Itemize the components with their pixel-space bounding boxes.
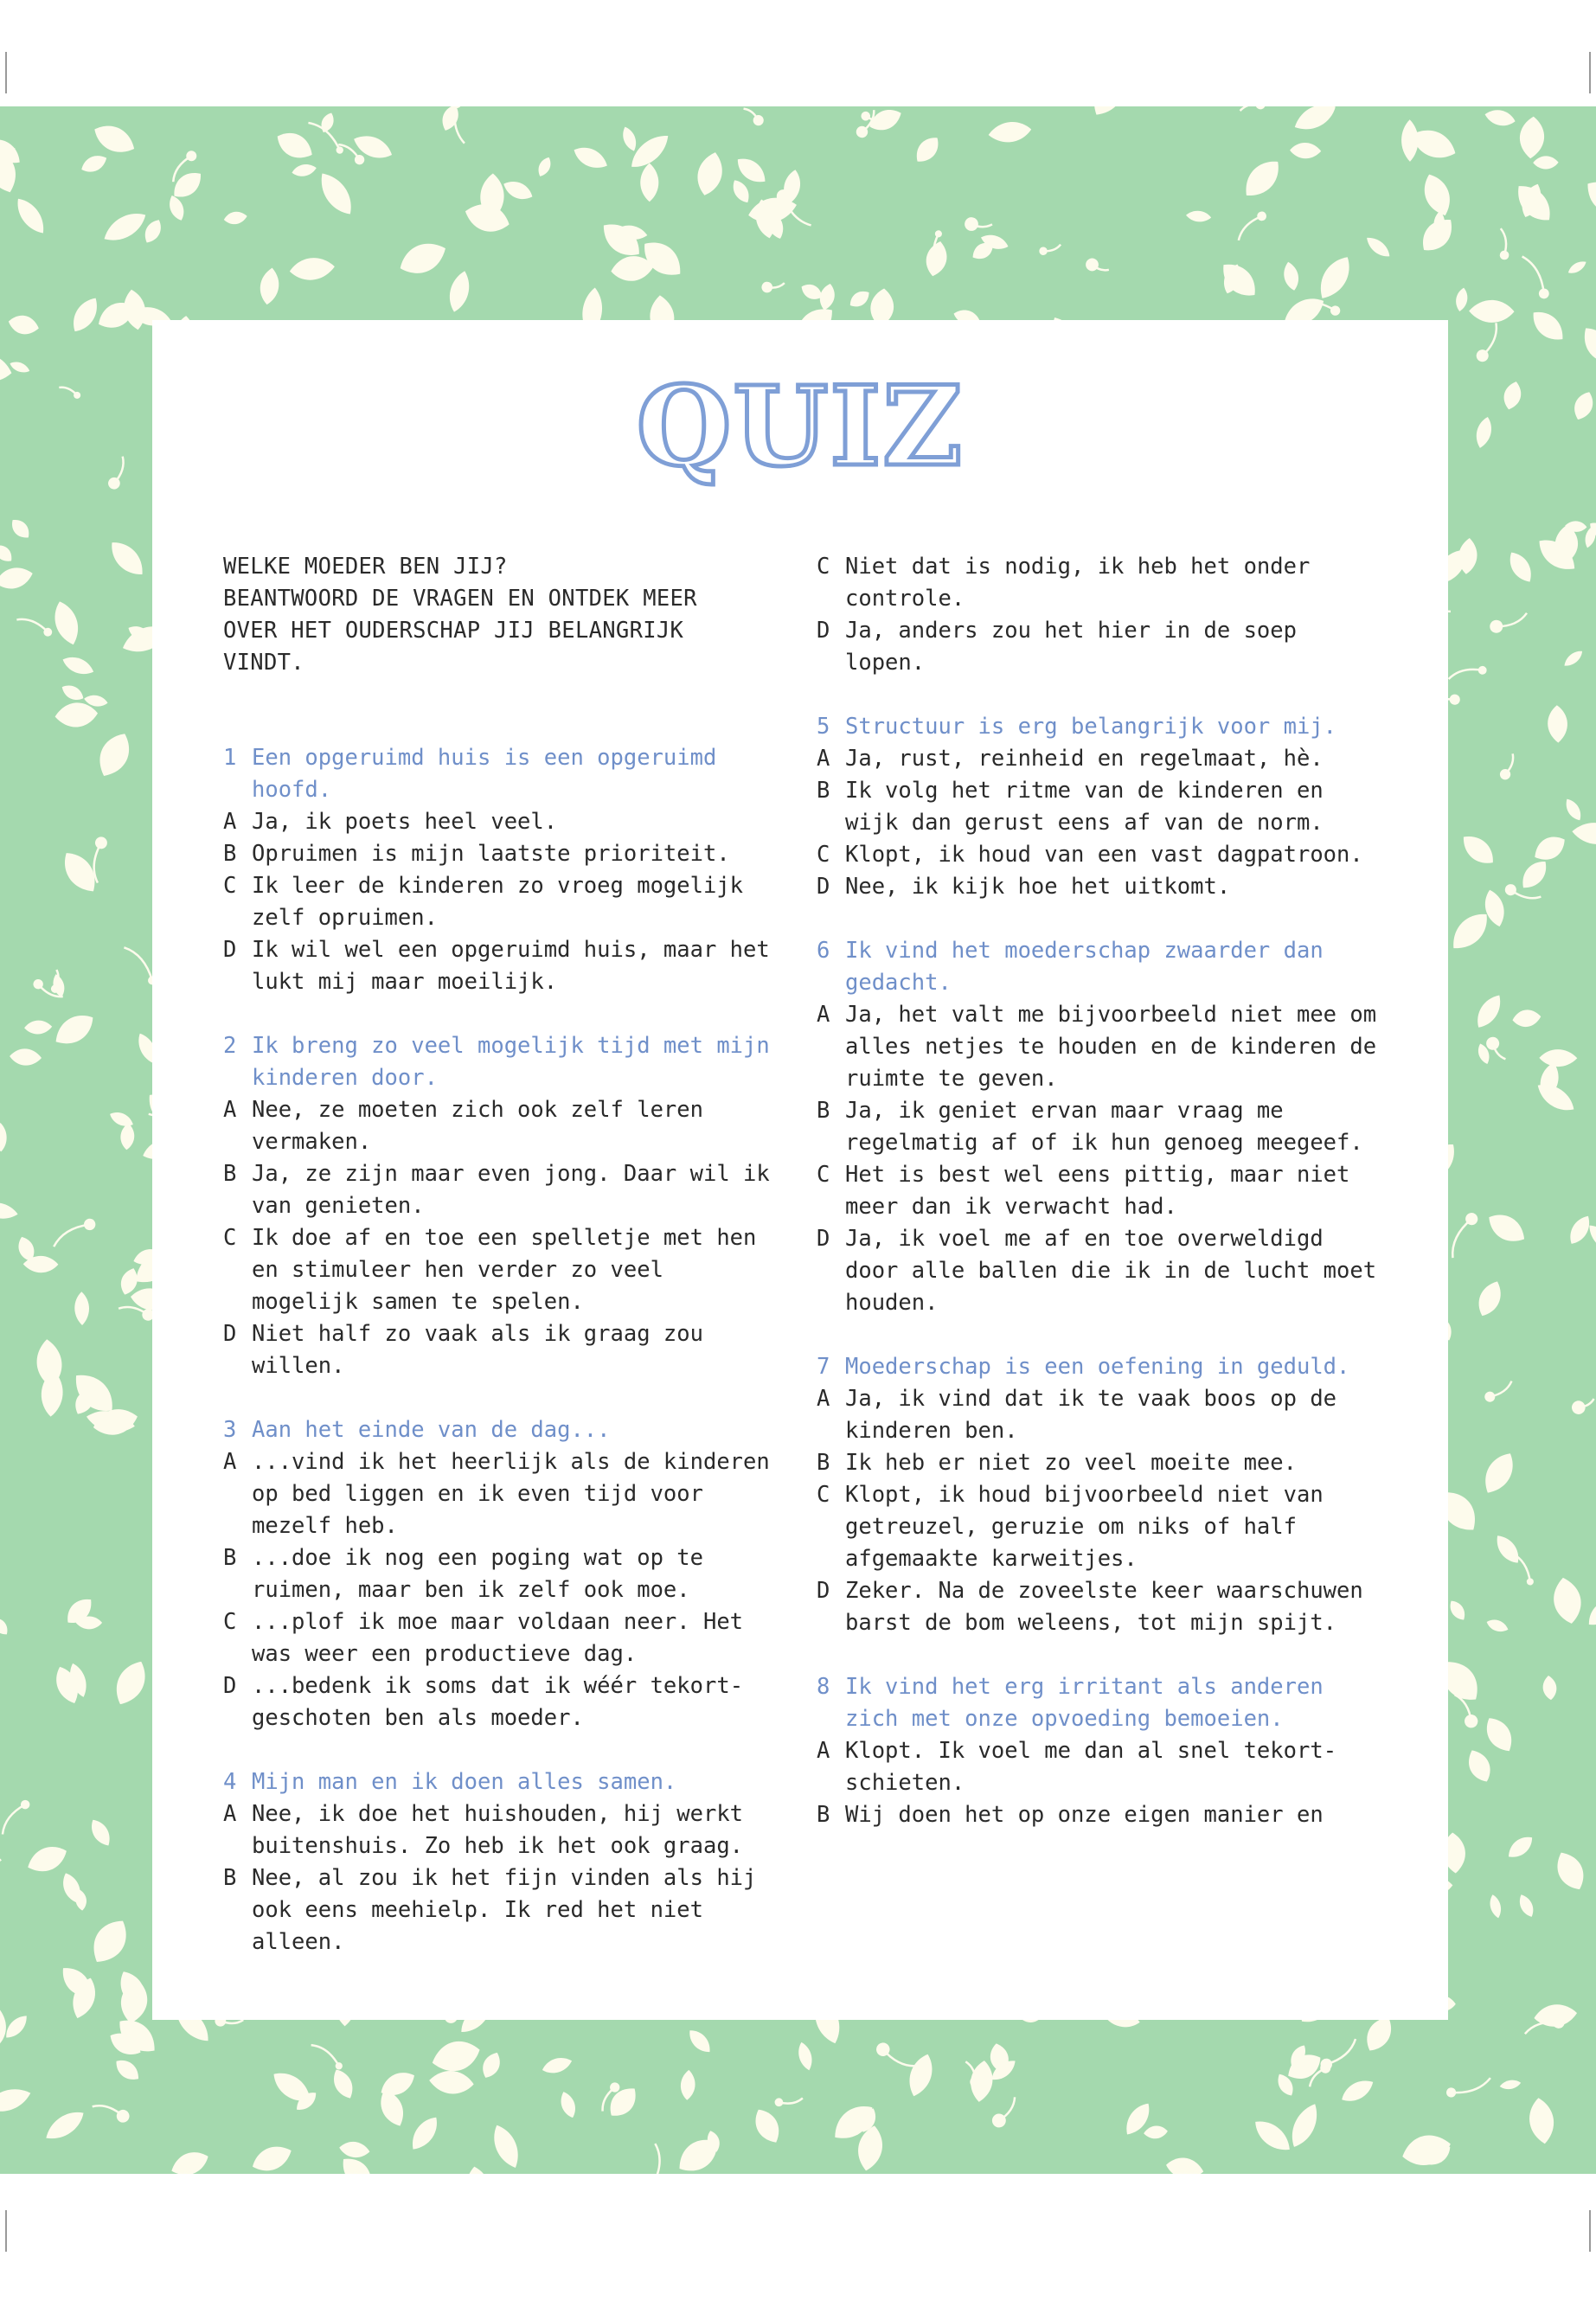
answer-option <box>223 1542 777 1606</box>
answer-letter: C <box>223 873 237 899</box>
answer-letter: A <box>817 1002 830 1028</box>
answer-letter: A <box>223 1801 237 1827</box>
right-questions <box>817 711 1379 1831</box>
question-text: Structuur is erg belangrijk voor mij. <box>845 714 1337 740</box>
answer-text: ...doe ik nog een poging wat op te ruimen, maar ben ik zelf ook moe. <box>252 1545 703 1603</box>
answer-option <box>817 839 1379 871</box>
continued-options <box>817 551 1379 679</box>
answer-option <box>223 934 777 998</box>
answer-option <box>817 1383 1379 1447</box>
answer-text: Nee, ik doe het huishouden, hij werkt buitenshuis. Zo heb ik het ook graag. <box>252 1801 744 1859</box>
question-number: 2 <box>223 1033 237 1059</box>
question-block <box>223 1766 777 1958</box>
answer-text: Klopt. Ik voel me dan al snel tekortschieten. <box>845 1738 1337 1796</box>
answer-letter: D <box>223 937 237 963</box>
question-text: Ik vind het moederschap zwaarder dan gedacht. <box>845 938 1324 996</box>
answer-letter: B <box>817 1450 830 1476</box>
answer-text: Niet dat is nodig, ik heb het onder controle. <box>845 554 1311 612</box>
answer-letter: D <box>817 1226 830 1252</box>
answer-text: Wij doen het op onze eigen manier en <box>845 1802 1324 1828</box>
answer-letter: D <box>223 1321 237 1347</box>
answer-letter: B <box>223 1865 237 1891</box>
question-text: Ik vind het erg irritant als anderen zich met onze opvoeding bemoeien. <box>845 1674 1324 1732</box>
answer-option <box>817 615 1379 679</box>
answer-option <box>817 1575 1379 1639</box>
question-text: Moederschap is een oefening in geduld. <box>845 1354 1350 1380</box>
answer-letter: A <box>223 809 237 835</box>
quiz-intro: WELKE MOEDER BEN JIJ? BEANTWOORD DE VRAGEN EN ONTDEK MEER OVER HET OUDERSCHAP JIJ BELANGRIJK VINDT. <box>223 554 697 676</box>
answer-text: Ja, ik geniet ervan maar vraag me regelmatig af of ik hun genoeg meegeef. <box>845 1098 1363 1156</box>
answer-option <box>223 838 777 870</box>
answer-option <box>817 743 1379 775</box>
answer-option <box>223 1318 777 1382</box>
right-column <box>817 551 1379 1863</box>
answer-letter: B <box>223 1161 237 1187</box>
answer-option <box>817 871 1379 903</box>
answer-text: Nee, al zou ik het fijn vinden als hij ook eens meehielp. Ik red het niet alleen. <box>252 1865 757 1955</box>
answer-letter: B <box>223 1545 237 1571</box>
answer-option <box>223 1798 777 1862</box>
answer-text: Nee, ze moeten zich ook zelf leren vermaken. <box>252 1097 703 1155</box>
answer-option <box>223 1862 777 1958</box>
answer-letter: D <box>817 1578 830 1604</box>
answer-option <box>817 999 1379 1095</box>
left-column <box>223 551 777 1990</box>
question-number: 1 <box>223 745 237 771</box>
answer-letter: A <box>817 746 830 772</box>
answer-letter: B <box>817 778 830 804</box>
answer-text: Ja, ik vind dat ik te vaak boos op de kinderen ben. <box>845 1386 1337 1444</box>
answer-option <box>223 1222 777 1318</box>
question-block <box>817 1671 1379 1831</box>
answer-text: ...vind ik het heerlijk als de kinderen op bed liggen en ik even tijd voor mezelf heb. <box>252 1449 770 1539</box>
question-heading <box>223 1030 777 1094</box>
question-text: Aan het einde van de dag... <box>252 1417 611 1443</box>
question-block <box>817 935 1379 1319</box>
answer-letter: A <box>223 1449 237 1475</box>
answer-letter: D <box>223 1673 237 1699</box>
answer-text: Het is best wel eens pittig, maar niet meer dan ik verwacht had. <box>845 1162 1350 1220</box>
answer-option <box>223 870 777 934</box>
answer-letter: D <box>817 874 830 900</box>
answer-letter: A <box>223 1097 237 1123</box>
answer-text: Ja, ik voel me af en toe overweldigd door alle ballen die ik in de lucht moet houden. <box>845 1226 1377 1316</box>
question-number: 5 <box>817 714 830 740</box>
answer-option <box>223 1446 777 1542</box>
answer-text: Opruimen is mijn laatste prioriteit. <box>252 841 730 867</box>
page-title: QUIZ <box>636 362 965 490</box>
answer-option <box>223 806 777 838</box>
answer-text: ...bedenk ik soms dat ik wéér tekortgeschoten ben als moeder. <box>252 1673 744 1731</box>
question-heading <box>223 1766 777 1798</box>
answer-option <box>223 1094 777 1158</box>
question-heading <box>817 711 1379 743</box>
question-number: 3 <box>223 1417 237 1443</box>
answer-option <box>817 1735 1379 1799</box>
answer-letter: B <box>817 1802 830 1828</box>
answer-letter: D <box>817 618 830 644</box>
answer-option <box>223 1158 777 1222</box>
answer-text: Ik leer de kinderen zo vroeg mogelijk zelf opruimen. <box>252 873 744 931</box>
answer-letter: C <box>817 842 830 868</box>
answer-text: Klopt, ik houd bijvoorbeeld niet van getreuzel, geruzie om niks of half afgemaakte karweitjes. <box>845 1482 1324 1572</box>
question-heading <box>223 742 777 806</box>
crop-mark-top-right <box>1589 52 1591 93</box>
answer-letter: C <box>223 1225 237 1251</box>
question-block <box>817 711 1379 903</box>
answer-option <box>223 1606 777 1670</box>
question-block <box>223 742 777 998</box>
answer-option <box>817 1799 1379 1831</box>
answer-text: Ik volg het ritme van de kinderen en wijk dan gerust eens af van de norm. <box>845 778 1324 836</box>
answer-option <box>223 1670 777 1734</box>
answer-letter: B <box>817 1098 830 1124</box>
answer-text: Ja, rust, reinheid en regelmaat, hè. <box>845 746 1324 772</box>
answer-text: Nee, ik kijk hoe het uitkomt. <box>845 874 1231 900</box>
answer-option <box>817 551 1379 615</box>
answer-text: Ja, ik poets heel veel. <box>252 809 558 835</box>
question-number: 8 <box>817 1674 830 1700</box>
question-number: 7 <box>817 1354 830 1380</box>
crop-mark-bottom-right <box>1589 2210 1591 2252</box>
question-heading <box>817 1671 1379 1735</box>
answer-text: Niet half zo vaak als ik graag zou willen. <box>252 1321 703 1379</box>
question-number: 4 <box>223 1769 237 1795</box>
answer-option <box>817 1479 1379 1575</box>
answer-text: Ik heb er niet zo veel moeite mee. <box>845 1450 1297 1476</box>
crop-mark-top-left <box>5 52 7 93</box>
answer-option <box>817 1095 1379 1159</box>
left-questions <box>223 742 777 1958</box>
question-number: 6 <box>817 938 830 964</box>
answer-text: Ja, anders zou het hier in de soep lopen. <box>845 618 1297 676</box>
question-heading <box>817 935 1379 999</box>
answer-letter: C <box>817 1162 830 1188</box>
answer-letter: C <box>223 1609 237 1635</box>
question-block <box>223 1414 777 1734</box>
question-block <box>223 1030 777 1382</box>
answer-text: ...plof ik moe maar voldaan neer. Het was weer een productieve dag. <box>252 1609 744 1667</box>
question-text: Ik breng zo veel mogelijk tijd met mijn kinderen door. <box>252 1033 770 1091</box>
answer-option <box>817 1223 1379 1319</box>
question-text: Mijn man en ik doen alles samen. <box>252 1769 677 1795</box>
answer-option <box>817 775 1379 839</box>
answer-text: Klopt, ik houd van een vast dagpatroon. <box>845 842 1363 868</box>
answer-text: Ja, ze zijn maar even jong. Daar wil ik van genieten. <box>252 1161 770 1219</box>
answer-option <box>817 1447 1379 1479</box>
answer-letter: C <box>817 554 830 580</box>
answer-text: Ja, het valt me bijvoorbeeld niet mee om alles netjes te houden en de kinderen de ruimte te geven. <box>845 1002 1377 1092</box>
answer-letter: B <box>223 841 237 867</box>
answer-letter: C <box>817 1482 830 1508</box>
answer-letter: A <box>817 1738 830 1764</box>
question-block <box>817 1351 1379 1639</box>
quiz-panel <box>152 320 1448 2020</box>
question-text: Een opgeruimd huis is een opgeruimd hoofd. <box>252 745 717 803</box>
question-heading <box>817 1351 1379 1383</box>
answer-text: Ik doe af en toe een spelletje met hen en stimuleer hen verder zo veel mogelijk samen te spelen. <box>252 1225 757 1315</box>
answer-letter: A <box>817 1386 830 1412</box>
answer-text: Ik wil wel een opgeruimd huis, maar het lukt mij maar moeilijk. <box>252 937 770 995</box>
answer-text: Zeker. Na de zoveelste keer waarschuwen barst de bom weleens, tot mijn spijt. <box>845 1578 1363 1636</box>
question-heading <box>223 1414 777 1446</box>
crop-mark-bottom-left <box>5 2210 7 2252</box>
answer-option <box>817 1159 1379 1223</box>
